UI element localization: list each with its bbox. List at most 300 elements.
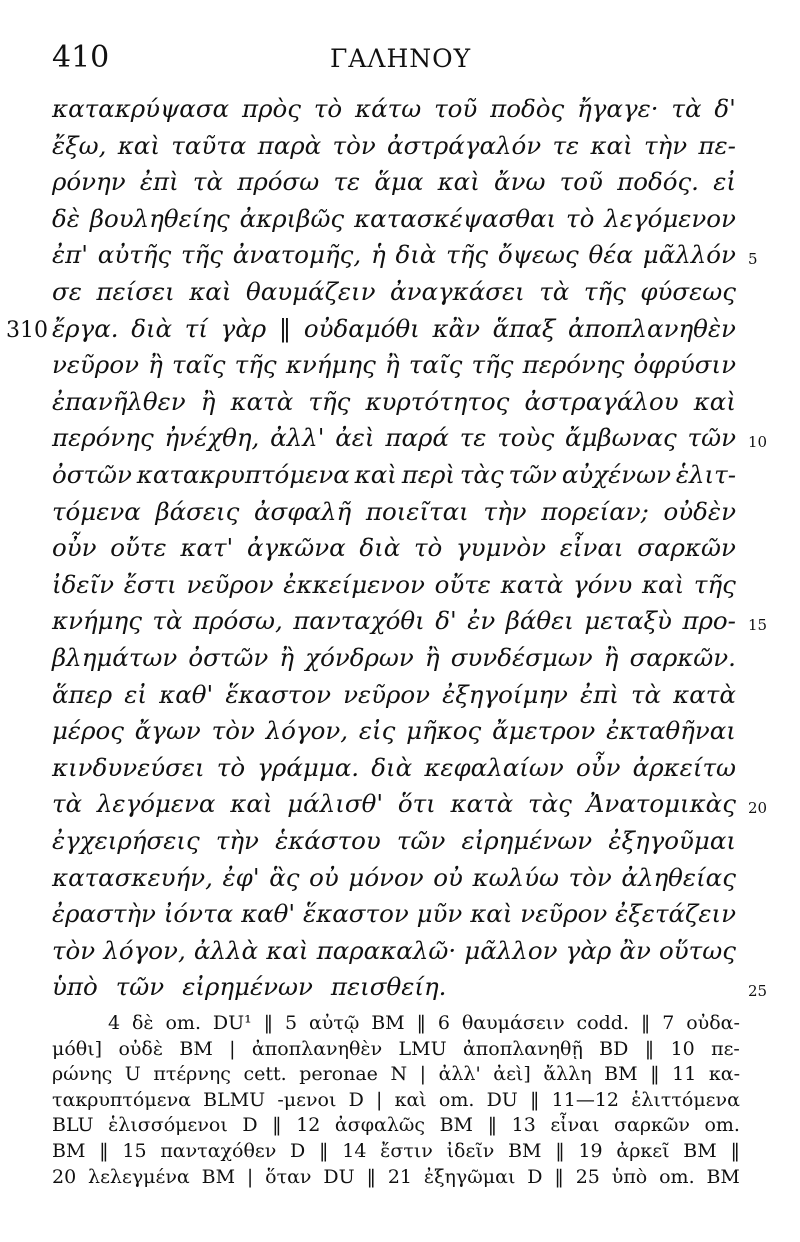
word: τὰς [528, 789, 572, 819]
word: τοῦ [559, 167, 603, 197]
margin-line-number: 5 [748, 250, 758, 269]
word: θαυμάσειν [461, 1012, 565, 1034]
word: μόνον [348, 862, 424, 892]
word: om. [165, 1012, 201, 1034]
word: λόγον, [265, 716, 349, 746]
text-line [52, 350, 736, 388]
word: 14 [342, 1140, 367, 1162]
word: τῆς [471, 350, 514, 380]
word: εἰρημένων [461, 826, 593, 855]
word: δ' [435, 606, 457, 636]
word: τὰ [52, 789, 83, 819]
word: ἐξηγοίμην [442, 679, 568, 709]
word: τὸν [52, 935, 96, 965]
word: τῶν [687, 423, 736, 453]
word: εἰρημένων [182, 972, 313, 1002]
word: BM [508, 1140, 542, 1162]
word: ἔστι [123, 569, 177, 599]
word: ὑπὸ [52, 972, 98, 1002]
word: κἂν [432, 313, 480, 343]
text-line [52, 387, 736, 425]
word: D [242, 1114, 258, 1137]
word: πρόσω, [192, 606, 283, 636]
word: 5 [284, 1012, 298, 1034]
word: ‖ [640, 1012, 651, 1034]
word: ὀστῶν [52, 460, 132, 489]
word: ὅταν [265, 1165, 312, 1188]
word: 15 [122, 1140, 147, 1162]
word: ἀσφαλῶς [334, 1114, 426, 1137]
word: BM [201, 1165, 236, 1188]
word: δ' [714, 94, 736, 123]
word: 13 [511, 1114, 536, 1137]
word: 6 [437, 1012, 450, 1034]
word: κατ' [180, 533, 234, 563]
word: αὐτῆς [97, 240, 172, 270]
word: ἐξηγοῦμαι [608, 826, 736, 855]
word: οὖν [52, 533, 97, 563]
word: μῦν [416, 899, 463, 929]
word: τῶν [115, 972, 165, 1002]
word: γράμμα. [257, 752, 360, 782]
word: ἀνατομῆς, [232, 240, 362, 270]
word: ἄμετρον [492, 716, 596, 746]
text-line [52, 94, 736, 132]
word: ἀποπλανηθῇ [462, 1037, 583, 1060]
word: τὰς [459, 460, 504, 489]
word: ταῦτα [171, 130, 247, 160]
word: om. [438, 1088, 475, 1111]
word: μάλισθ' [287, 789, 384, 819]
word: πε- [698, 130, 736, 160]
word: ὄψεως [497, 240, 579, 270]
word: νεῦρον [520, 899, 608, 929]
word: ἀποπλανηθὲν [251, 1037, 383, 1060]
word: αὐτῷ [308, 1012, 360, 1034]
word: προ- [682, 606, 736, 636]
word: DU [323, 1165, 355, 1188]
word: ‖ [416, 1012, 427, 1034]
word: ἃς [269, 862, 300, 892]
word: τῆς [180, 240, 223, 270]
word: εἰς [358, 716, 396, 746]
word: ‖ [263, 1012, 274, 1034]
word: δὲ [131, 1012, 154, 1034]
word: θέα [588, 240, 633, 270]
word: οὐδαμόθι [303, 313, 420, 343]
word: εἰ [124, 679, 148, 709]
text-line [52, 167, 736, 205]
word: νεῦρον [52, 350, 139, 380]
word: BM [371, 1012, 405, 1034]
word: | [375, 1088, 383, 1111]
word: BM [439, 1114, 474, 1137]
word: μόθι] [52, 1037, 103, 1060]
word: BLMU [203, 1088, 266, 1111]
word: τῆς [234, 350, 277, 380]
word: σαρκῶν [614, 1114, 690, 1137]
word: ἀλλ' [438, 1063, 481, 1086]
word: τὰ [630, 679, 662, 709]
word: τὸν [211, 716, 255, 746]
word: ἤγαγε· [577, 94, 659, 123]
word: τῆς [308, 386, 351, 416]
margin-line-number: 10 [748, 433, 768, 452]
word: DU¹ [212, 1012, 252, 1034]
word: τὰ [539, 277, 570, 306]
word: ἄνω [494, 167, 546, 197]
word: δὲ [52, 203, 80, 233]
word: καὶ [189, 277, 232, 306]
word: τε [459, 423, 487, 453]
word: διὰ [395, 240, 437, 270]
word: οὖν [575, 752, 621, 782]
word: τὸ [216, 752, 246, 782]
word: κατὰ [450, 789, 514, 819]
word: παρὰ [257, 130, 322, 160]
word: ἑκάστου [275, 826, 381, 855]
word: | [229, 1037, 236, 1060]
word: ἀλλ' [270, 423, 325, 453]
word: κατασκευήν, [52, 862, 213, 892]
text-line [52, 460, 736, 498]
word: βάθει [505, 606, 574, 636]
word: ρόνην [52, 167, 126, 197]
word: ἀγκῶνα [246, 533, 346, 563]
word: D [290, 1140, 306, 1162]
apparatus-line [108, 1012, 740, 1040]
word: μᾶλλον [464, 935, 558, 965]
word: om. [659, 1165, 695, 1188]
word: τὸ [413, 533, 443, 563]
word: ἀκριβῶς [239, 203, 345, 233]
text-line [52, 716, 736, 754]
word: βάσεις [155, 496, 240, 526]
word: ἐπ' [52, 240, 88, 270]
word: ἕκαστον [225, 679, 331, 709]
word: BLU [52, 1114, 94, 1137]
word: | [246, 1165, 254, 1188]
word: μέρος [52, 716, 124, 746]
word: ἐραστὴν [52, 899, 156, 929]
word: ἀληθείας [621, 862, 736, 892]
word: νεῦρον [343, 679, 431, 709]
word: μῆκος [406, 716, 482, 746]
word: ‖ [278, 313, 292, 343]
word: ‖ [487, 1114, 498, 1137]
word: τόμενα [52, 496, 141, 526]
word: διὰ [371, 752, 413, 782]
word: 25 [575, 1165, 600, 1188]
word: ἐξετάζειν [615, 899, 736, 929]
word: καὶ [266, 935, 309, 965]
word: 12 [296, 1114, 321, 1137]
word: τὴν [215, 826, 259, 855]
word: γόνυ [573, 569, 633, 599]
word: τε [552, 130, 580, 160]
word: ἐγχειρήσεις [52, 826, 200, 855]
word: ἀσφαλῆ [254, 496, 352, 526]
word: κατὰ [500, 569, 564, 599]
text-line [52, 863, 736, 901]
text-line [52, 753, 736, 791]
word: φύσεως [640, 277, 736, 306]
word: ἢ [424, 643, 440, 672]
word: ποιεῖται [365, 496, 469, 526]
word: τακρυπτόμενα [52, 1088, 191, 1111]
word: D [527, 1165, 543, 1188]
text-line [52, 131, 736, 169]
word: κα- [708, 1063, 740, 1086]
word: cett. [243, 1063, 287, 1086]
text-line [52, 423, 736, 461]
word: ρώνης [52, 1063, 113, 1086]
word: 10 [670, 1037, 695, 1060]
word: πεισθείη. [330, 972, 447, 1002]
word: πρόσω [237, 167, 320, 197]
word: τὸ [566, 203, 595, 233]
word: καὶ [693, 386, 736, 416]
word: περόνης [522, 350, 625, 380]
word: codd. [576, 1012, 629, 1034]
word: ἢ [148, 350, 163, 380]
word: τῆς [583, 277, 626, 306]
word: -μενοι [277, 1088, 337, 1111]
word: ὀφρύσιν [633, 350, 736, 380]
word: ἰδεῖν [446, 1140, 495, 1162]
word: εἰ [713, 167, 736, 197]
word: ἐκκείμενον [283, 569, 425, 599]
word: ‖ [529, 1088, 540, 1111]
word: τὰ [152, 606, 183, 636]
word: 11—12 [551, 1088, 620, 1111]
word: ἀρκείτω [632, 752, 736, 782]
word: γὰρ [565, 935, 612, 965]
word: ‖ [319, 1140, 329, 1162]
word: πανταχόθι [293, 606, 425, 636]
word: κνήμης [285, 350, 376, 380]
word: ἕκαστον [303, 899, 409, 929]
margin-line-number: 15 [748, 616, 768, 635]
word: εἶναι [550, 1114, 600, 1137]
word: om. [704, 1114, 740, 1137]
word: ‖ [366, 1165, 376, 1188]
word: πτέρνης [153, 1063, 231, 1086]
word: U [124, 1063, 141, 1086]
word: BM [179, 1037, 213, 1060]
word: ἐπανῆλθεν [52, 386, 186, 416]
word: 4 [108, 1012, 121, 1034]
word: οὐ [433, 862, 463, 892]
word: ὅτι [397, 789, 436, 819]
word: τὸν [568, 862, 612, 892]
text-line [52, 936, 736, 974]
word: ἢ [603, 643, 619, 672]
word: D [348, 1088, 364, 1111]
word: τοῦ [434, 94, 478, 123]
word: οὐδὲν [663, 496, 736, 526]
word: BM [683, 1140, 717, 1162]
word: τὸν [332, 130, 376, 160]
word: οὐδα- [686, 1012, 740, 1034]
word: 20 [52, 1165, 77, 1188]
word: BM [52, 1140, 86, 1162]
word: 19 [578, 1140, 603, 1162]
word: BM [604, 1063, 638, 1086]
word: πείσει [96, 277, 175, 306]
word: ‖ [730, 1140, 740, 1162]
word: ἀλλὰ [193, 935, 259, 965]
text-line [52, 277, 736, 315]
word: ἡ [370, 240, 386, 270]
word: peronae [299, 1063, 378, 1086]
word: ἀποπλανηθὲν [568, 313, 736, 343]
word: LMU [398, 1037, 447, 1060]
word: τῶν [508, 460, 557, 489]
word: λεγόμενα [96, 789, 216, 819]
word: πε- [711, 1037, 740, 1060]
word: ἅπερ [52, 679, 113, 709]
word: ἄγων [134, 716, 201, 746]
word: οὔτε [110, 533, 167, 563]
word: εἶναι [559, 533, 624, 563]
word: κάτω [355, 94, 422, 123]
word: ‖ [555, 1140, 565, 1162]
word: κινδυνεύσει [52, 752, 205, 782]
word: ἅμα [374, 167, 424, 197]
word: καὶ [354, 460, 397, 489]
word: BM [706, 1165, 740, 1188]
word: ταῖς [408, 350, 463, 380]
word: νεῦρον [186, 569, 274, 599]
word: τε [333, 167, 361, 197]
word: ἄλλη [543, 1063, 592, 1086]
word: τὴν [643, 130, 688, 160]
text-line [52, 643, 736, 681]
word: 21 [387, 1165, 413, 1188]
word: ἐξηγῶμαι [423, 1165, 516, 1188]
word: γυμνὸν [456, 533, 547, 563]
word: ‖ [650, 1063, 660, 1086]
word: τί [184, 313, 208, 343]
word: πανταχόθεν [160, 1140, 277, 1162]
text-line [52, 606, 736, 644]
word: κωλύω [472, 862, 559, 892]
word: θαυμάζειν [245, 277, 376, 306]
text-line [52, 972, 736, 1010]
word: σε [52, 277, 82, 306]
word: ἠνέχθη, [164, 423, 260, 453]
text-line [52, 789, 736, 827]
word: μᾶλλόν [642, 240, 736, 270]
word: οὕτως [659, 935, 736, 965]
word: ἢ [200, 386, 216, 416]
word: ἔστιν [380, 1140, 433, 1162]
text-line [52, 570, 736, 608]
text-line [52, 826, 736, 864]
word: ὀστῶν [188, 643, 269, 672]
word: ἔργα. [52, 313, 119, 343]
word: καὶ [230, 789, 273, 819]
word: καὶ [470, 899, 513, 929]
word: ἀστράγαλόν [387, 130, 542, 160]
word: αὐχένων [561, 460, 672, 489]
word: ἀστραγάλου [524, 386, 679, 416]
word: πορείαν; [541, 496, 649, 526]
word: ἰδεῖν [52, 569, 115, 599]
word: λελεγμένα [88, 1165, 190, 1188]
word: 11 [672, 1063, 697, 1086]
apparatus-line [52, 1089, 740, 1117]
word: καὶ [394, 1088, 427, 1111]
word: κνήμης [52, 606, 142, 636]
word: ἀρκεῖ [616, 1140, 670, 1162]
word: ἑλιττόμενα [631, 1088, 740, 1111]
word: κατὰ [230, 386, 294, 416]
apparatus-line [52, 1063, 740, 1091]
word: ἐφ' [222, 862, 260, 892]
word: ἄμβωνας [564, 423, 677, 453]
word: κατὰ [673, 679, 736, 709]
word: ἢ [384, 350, 400, 380]
word: βλημάτων [52, 643, 178, 672]
text-line [52, 680, 736, 718]
word: τοὺς [497, 423, 555, 453]
word: κεφαλαίων [424, 752, 564, 782]
word: ἑλισσόμενοι [108, 1114, 228, 1137]
word: οὐδὲ [118, 1037, 164, 1060]
word: τὰ [192, 167, 224, 197]
word: καὶ [117, 130, 160, 160]
text-line [52, 497, 736, 535]
word: ἅπαξ [492, 313, 556, 343]
word: καὶ [590, 130, 633, 160]
word: καὶ [641, 569, 685, 599]
word: τῶν [396, 826, 446, 855]
word: σαρκῶν [637, 533, 736, 563]
word: τῆς [446, 240, 489, 270]
text-line [52, 240, 736, 278]
word: κατασκέψασθαι [354, 203, 557, 233]
word: DU [486, 1088, 518, 1111]
word: Ἀνατομικὰς [586, 789, 736, 819]
word: παρά [385, 423, 449, 453]
word: γὰρ [220, 313, 267, 343]
margin-line-number: 310 [6, 317, 48, 343]
word: μεταξὺ [584, 606, 672, 636]
word: 7 [662, 1012, 675, 1034]
page-header [0, 40, 800, 80]
word: N [390, 1063, 408, 1086]
word: καθ' [159, 679, 214, 709]
word: ἔξω, [52, 130, 107, 160]
word: ἢ [279, 643, 295, 672]
word: ποδός. [617, 167, 699, 197]
running-title: ΓΑΛΗΝΟΥ [330, 44, 472, 73]
word: περὶ [401, 460, 455, 489]
word: καὶ [437, 167, 480, 197]
word: τῆς [693, 569, 736, 599]
word: ἀεὶ] [493, 1063, 531, 1086]
page-number: 410 [52, 40, 110, 75]
word: | [419, 1063, 427, 1086]
word: οὔτε [434, 569, 491, 599]
word: καθ' [241, 899, 296, 929]
word: κατακρύψασα [52, 94, 230, 123]
word: τὴν [483, 496, 527, 526]
word: ἑλιτ- [675, 460, 736, 489]
text-line [52, 533, 736, 571]
